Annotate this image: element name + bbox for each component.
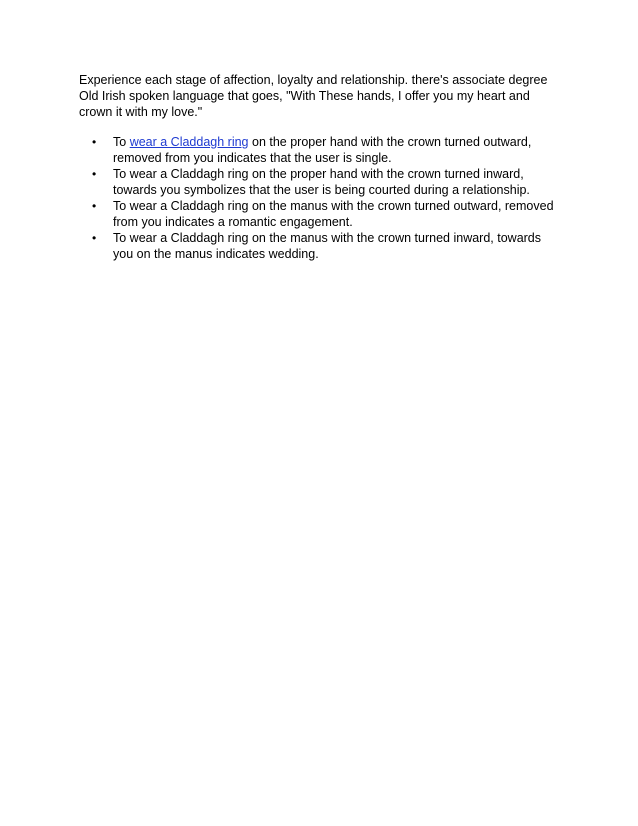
intro-line: Old Irish spoken language that goes, "With These hands, I offer you my heart and [79, 89, 530, 103]
list-item-prefix: To [113, 135, 130, 149]
list-item-line: To wear a Claddagh ring on the manus with the crown turned inward, towards [113, 231, 542, 245]
list-item-line: To wear a Claddagh ring on the proper hand with the crown turned inward, [113, 167, 524, 181]
list-item [79, 134, 569, 166]
document-body [79, 72, 569, 262]
claddagh-ring-link[interactable]: wear a Claddagh ring [129, 135, 249, 149]
intro-paragraph [79, 72, 569, 120]
list-item [79, 230, 569, 262]
bullet-icon: • [92, 135, 97, 149]
bullet-icon: • [92, 231, 97, 245]
intro-line: crown it with my love." [79, 105, 203, 119]
list-item-line [113, 134, 569, 150]
list-item-line: removed from you indicates that the user is single. [113, 151, 392, 165]
intro-line: Experience each stage of affection, loyalty and relationship. there's associate degree [79, 73, 548, 87]
list-item-line: To wear a Claddagh ring on the manus with the crown turned outward, removed [113, 199, 554, 213]
list-item [79, 166, 569, 198]
list-item-line: you on the manus indicates wedding. [113, 247, 319, 261]
list-item-line: towards you symbolizes that the user is being courted during a relationship. [113, 183, 530, 197]
list-item [79, 198, 569, 230]
bullet-list [79, 134, 569, 262]
bullet-icon: • [92, 167, 97, 181]
list-item-suffix: on the proper hand with the crown turned outward, [248, 135, 532, 149]
list-item-line: from you indicates a romantic engagement. [113, 215, 353, 229]
bullet-icon: • [92, 199, 97, 213]
